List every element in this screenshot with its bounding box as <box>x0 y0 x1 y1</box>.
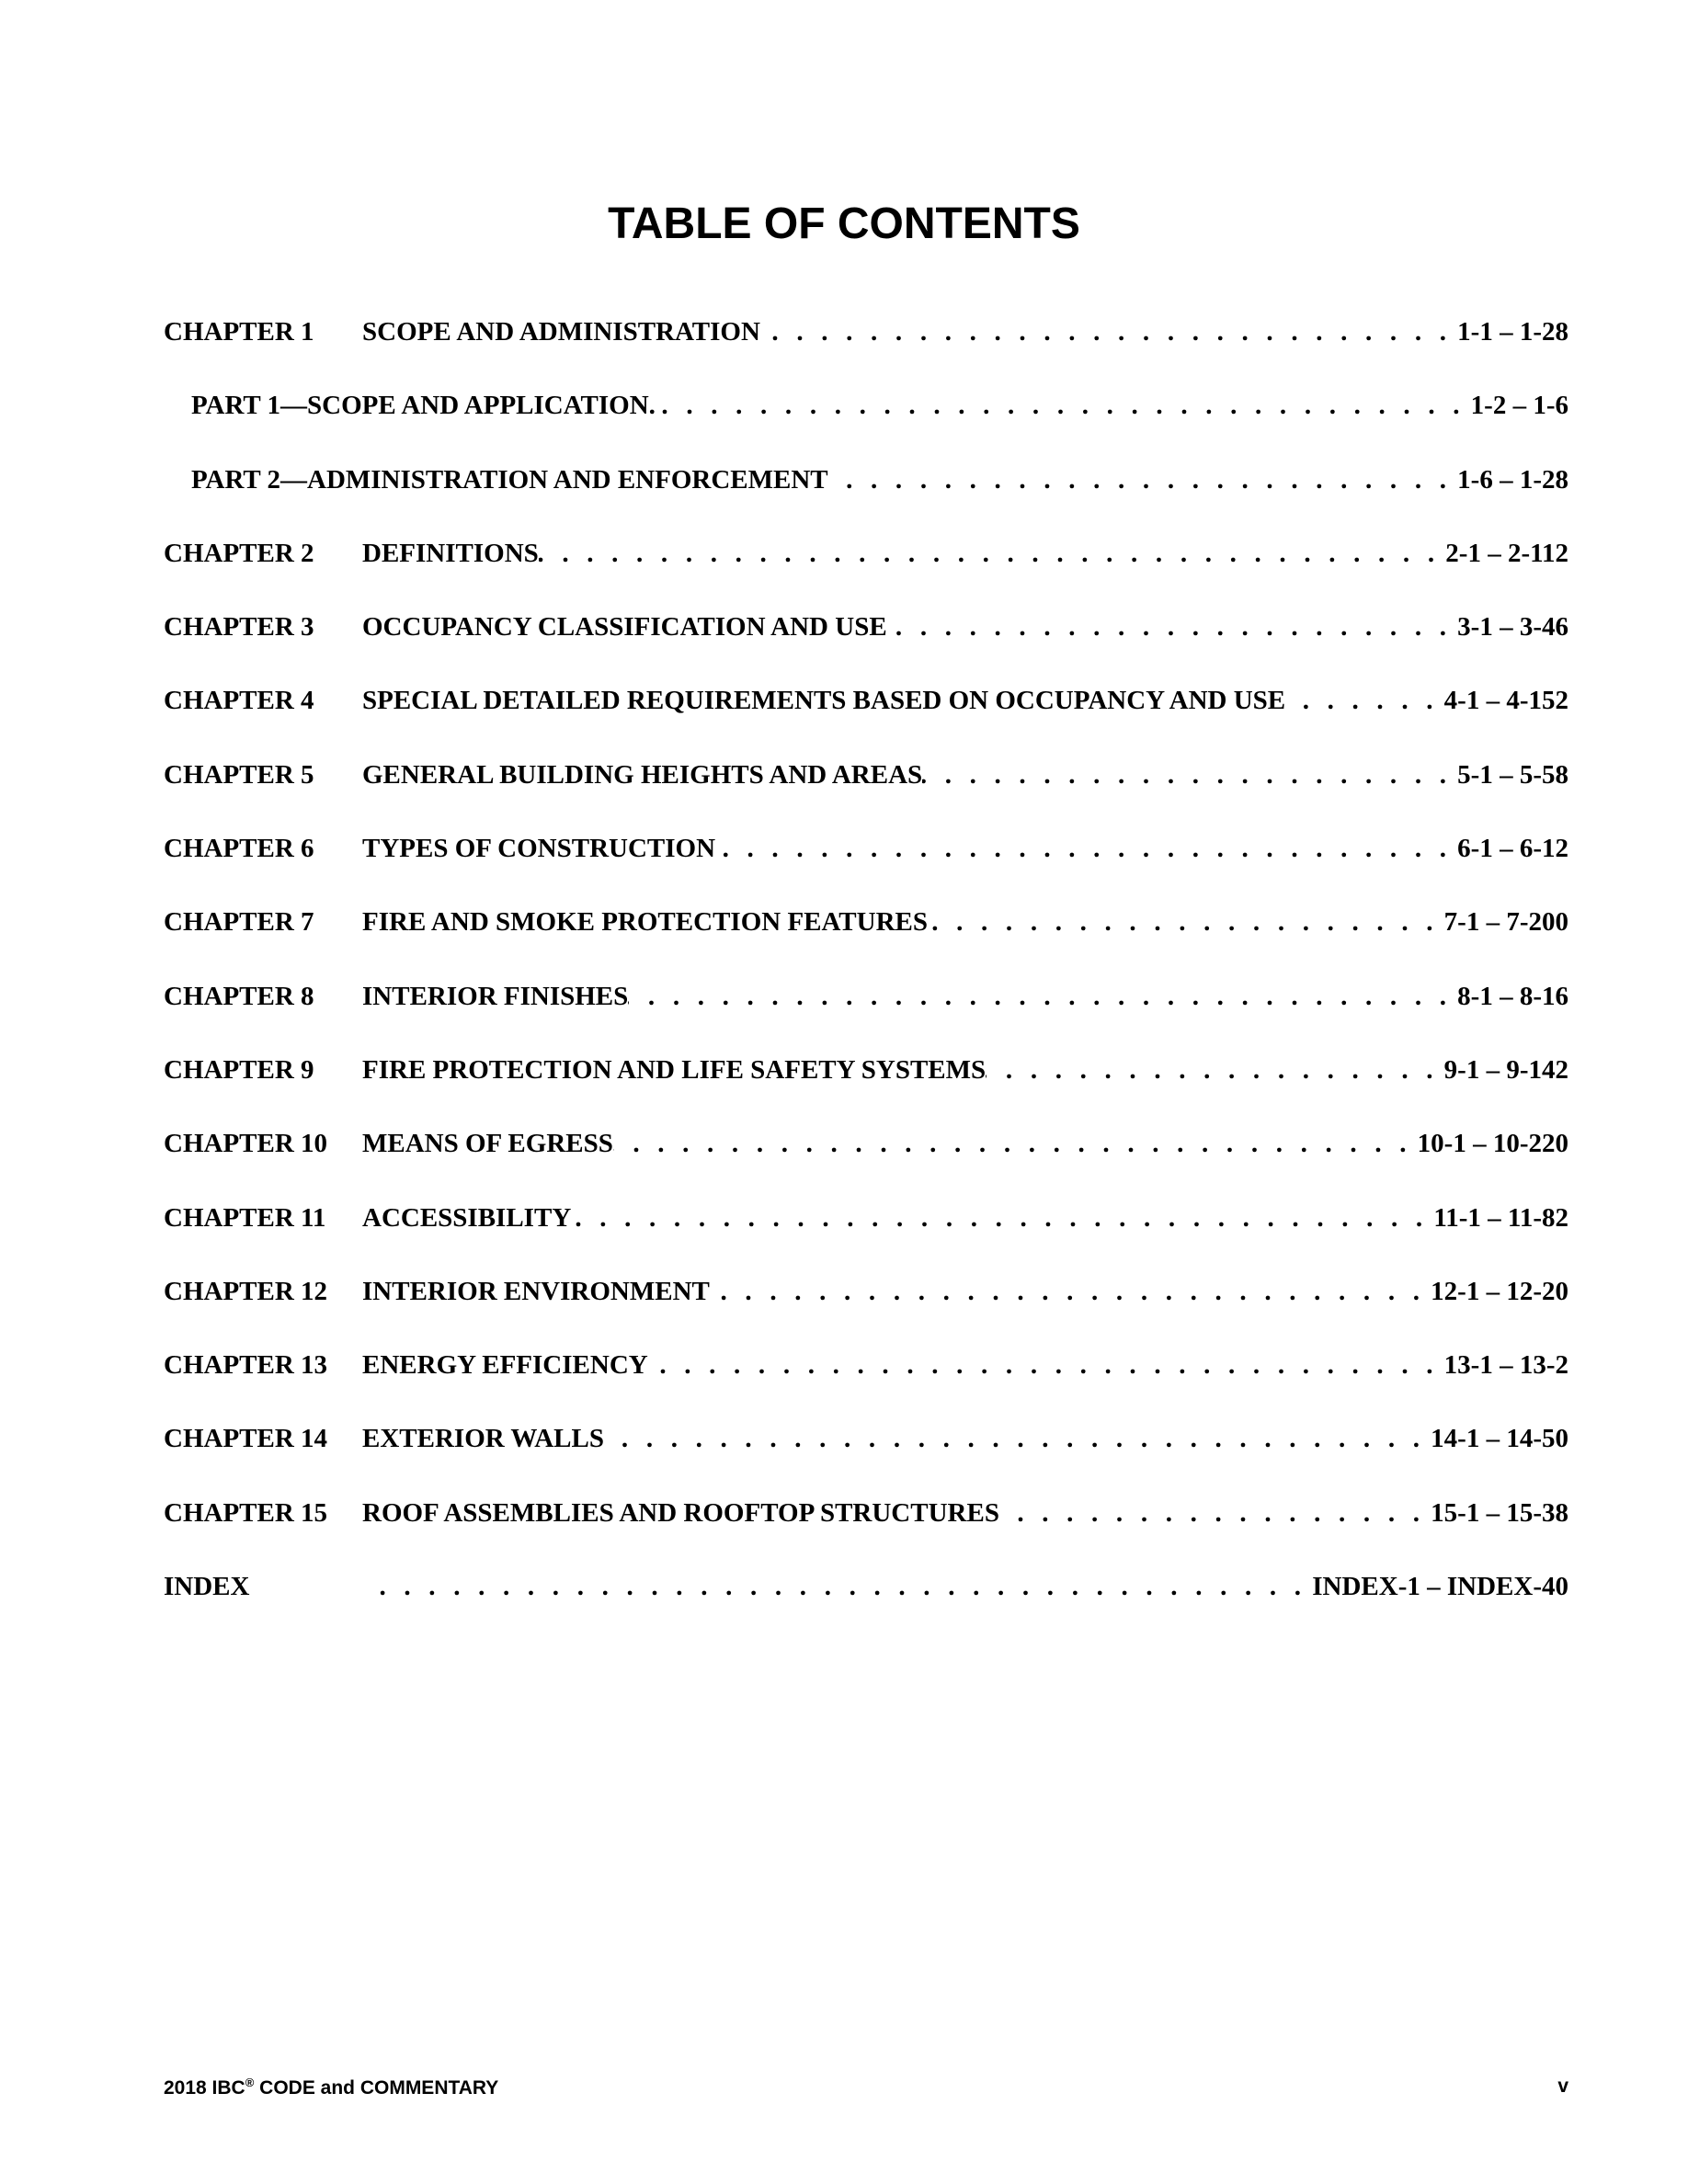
toc-entry <box>164 982 1568 1055</box>
toc-entry-title: FIRE PROTECTION AND LIFE SAFETY SYSTEMS <box>362 1054 987 1085</box>
toc-leader-dots <box>1285 686 1444 716</box>
toc-entry-title: GENERAL BUILDING HEIGHTS AND AREAS <box>362 759 923 790</box>
toc-entry-label: CHAPTER 11 <box>164 1202 326 1233</box>
toc-entry-label: CHAPTER 2 <box>164 538 314 568</box>
toc-leader-dots <box>710 1277 1431 1307</box>
toc-entry-label: CHAPTER 12 <box>164 1276 328 1306</box>
toc-entry-pages: 1-2 – 1-6 <box>1470 391 1568 421</box>
registered-mark: ® <box>245 2076 255 2089</box>
toc-entry-pages: 3-1 – 3-46 <box>1457 612 1568 643</box>
toc-entry-label: CHAPTER 13 <box>164 1350 328 1381</box>
toc-entry-pages: 1-6 – 1-28 <box>1457 464 1568 495</box>
toc-entry-label: CHAPTER 10 <box>164 1129 328 1159</box>
toc-entry-pages: 13-1 – 13-2 <box>1443 1350 1568 1381</box>
toc-leader-dots <box>828 465 1458 495</box>
toc-entry <box>164 317 1568 391</box>
toc-entry-pages: 2-1 – 2-112 <box>1445 538 1568 568</box>
toc-entry-title: DEFINITIONS <box>362 538 539 568</box>
toc-leader-dots <box>362 1572 1312 1602</box>
toc-entry <box>164 612 1568 686</box>
toc-entry-title: SCOPE AND ADMINISTRATION <box>362 317 760 347</box>
footer-book-prefix: 2018 IBC <box>164 2077 245 2099</box>
toc-leader-dots <box>715 834 1457 864</box>
toc-entry <box>164 760 1568 834</box>
toc-entry-label: CHAPTER 9 <box>164 1054 314 1085</box>
toc-entry-pages: 14-1 – 14-50 <box>1431 1424 1568 1454</box>
toc-entry-label: CHAPTER 8 <box>164 981 314 1011</box>
toc-subentry <box>164 465 1568 539</box>
toc-leader-dots <box>571 1203 1433 1234</box>
toc-leader-dots <box>760 317 1457 347</box>
toc-entry-title: ROOF ASSEMBLIES AND ROOFTOP STRUCTURES <box>362 1497 999 1528</box>
toc-leader-dots <box>928 907 1444 938</box>
toc-entry <box>164 1055 1568 1129</box>
toc-entry-title: OCCUPANCY CLASSIFICATION AND USE <box>362 612 887 643</box>
toc-entry-title: MEANS OF EGRESS <box>362 1129 613 1159</box>
toc-entry-index <box>164 1572 1568 1645</box>
toc-entry-title: ENERGY EFFICIENCY <box>362 1350 648 1381</box>
toc-leader-dots <box>628 982 1457 1012</box>
toc-entry-label: CHAPTER 6 <box>164 834 314 864</box>
page-title: TABLE OF CONTENTS <box>608 199 1080 248</box>
toc-entry-pages: 15-1 – 15-38 <box>1431 1497 1568 1528</box>
footer-page-number: v <box>1557 2076 1568 2097</box>
toc-entry <box>164 686 1568 759</box>
toc-entry-pages: 4-1 – 4-152 <box>1443 686 1568 716</box>
toc-list <box>164 317 1568 1645</box>
toc-entry-title: INTERIOR ENVIRONMENT <box>362 1276 710 1306</box>
toc-entry-title: ACCESSIBILITY <box>362 1202 572 1233</box>
toc-entry <box>164 1203 1568 1277</box>
toc-entry-title: PART 2—ADMINISTRATION AND ENFORCEMENT <box>191 464 828 495</box>
toc-subentry <box>164 391 1568 464</box>
toc-entry-pages: 6-1 – 6-12 <box>1457 834 1568 864</box>
toc-entry <box>164 1277 1568 1350</box>
toc-entry <box>164 1129 1568 1202</box>
toc-entry-pages: 10-1 – 10-220 <box>1417 1129 1568 1159</box>
toc-entry-pages: 11-1 – 11-82 <box>1433 1202 1568 1233</box>
footer-book-suffix: CODE and COMMENTARY <box>254 2077 499 2099</box>
toc-entry-label: CHAPTER 15 <box>164 1497 328 1528</box>
toc-entry-label: INDEX <box>164 1572 250 1602</box>
toc-leader-dots <box>922 760 1457 791</box>
toc-entry-label: CHAPTER 4 <box>164 686 314 716</box>
toc-leader-dots <box>999 1498 1431 1529</box>
toc-entry-title: TYPES OF CONSTRUCTION <box>362 834 716 864</box>
toc-leader-dots <box>604 1424 1431 1454</box>
toc-leader-dots <box>539 539 1446 569</box>
toc-entry-label: CHAPTER 3 <box>164 612 314 643</box>
toc-entry <box>164 907 1568 981</box>
toc-entry <box>164 539 1568 612</box>
toc-entry-pages: INDEX-1 – INDEX-40 <box>1312 1572 1568 1602</box>
toc-leader-dots <box>887 612 1458 643</box>
toc-entry-pages: 7-1 – 7-200 <box>1443 907 1568 938</box>
toc-entry <box>164 1424 1568 1497</box>
toc-leader-dots <box>656 391 1471 421</box>
toc-entry-label: CHAPTER 14 <box>164 1424 328 1454</box>
toc-entry <box>164 834 1568 907</box>
toc-entry <box>164 1498 1568 1572</box>
toc-entry-title: EXTERIOR WALLS <box>362 1424 604 1454</box>
toc-entry-label: CHAPTER 7 <box>164 907 314 938</box>
footer-book-title <box>164 2076 498 2099</box>
toc-entry-title: PART 1—SCOPE AND APPLICATION. <box>191 391 656 421</box>
toc-leader-dots <box>648 1350 1444 1381</box>
toc-entry-pages: 9-1 – 9-142 <box>1443 1054 1568 1085</box>
toc-entry <box>164 1350 1568 1424</box>
toc-leader-dots <box>986 1055 1444 1086</box>
toc-leader-dots <box>613 1129 1418 1159</box>
toc-entry-label: CHAPTER 1 <box>164 317 314 347</box>
toc-entry-pages: 5-1 – 5-58 <box>1457 759 1568 790</box>
toc-entry-label: CHAPTER 5 <box>164 759 314 790</box>
toc-entry-title: INTERIOR FINISHES <box>362 981 629 1011</box>
toc-entry-title: SPECIAL DETAILED REQUIREMENTS BASED ON OCCUPANCY AND USE <box>362 686 1286 716</box>
toc-entry-pages: 12-1 – 12-20 <box>1431 1276 1568 1306</box>
toc-entry-title: FIRE AND SMOKE PROTECTION FEATURES <box>362 907 928 938</box>
toc-entry-pages: 8-1 – 8-16 <box>1457 981 1568 1011</box>
toc-entry-pages: 1-1 – 1-28 <box>1457 317 1568 347</box>
